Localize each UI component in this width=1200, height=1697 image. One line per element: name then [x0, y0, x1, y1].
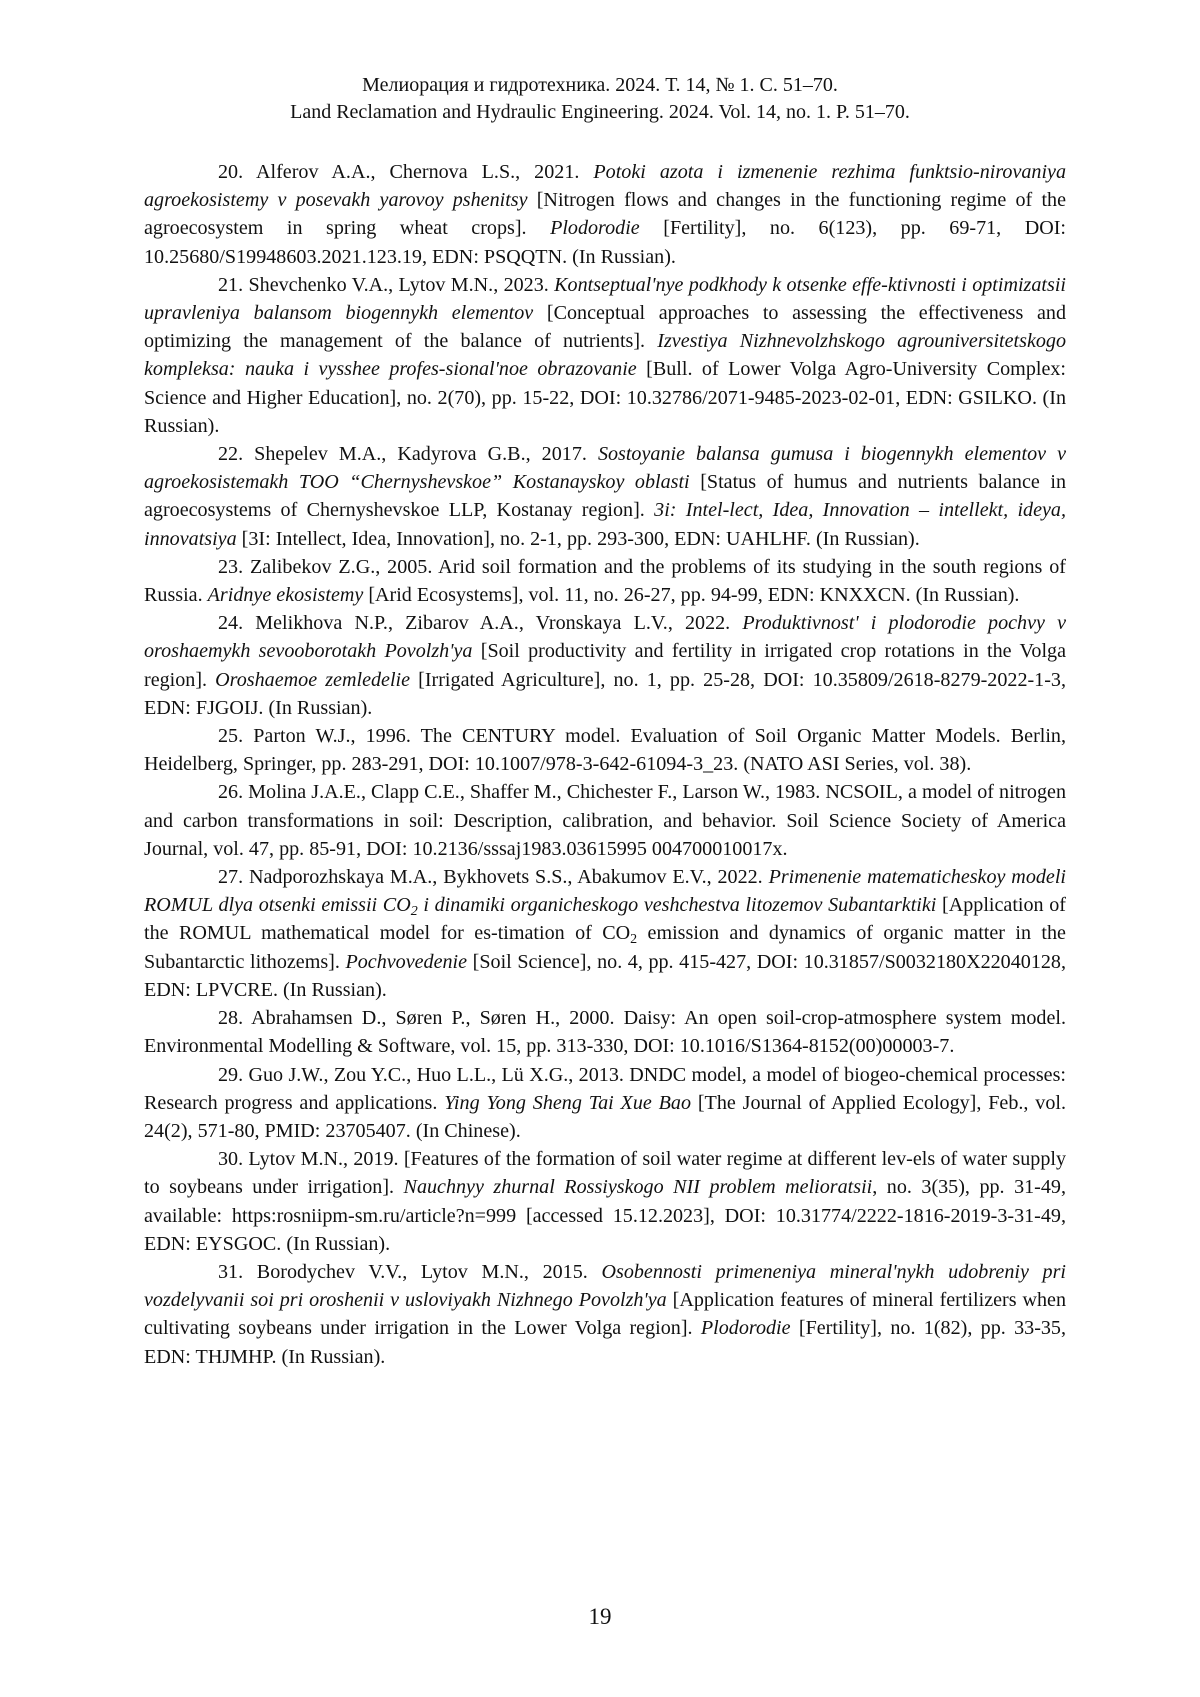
- reference-number: 31.: [218, 1260, 244, 1283]
- running-header: [0, 72, 1200, 126]
- reference-number: 25.: [218, 725, 244, 748]
- reference-number: 20.: [218, 161, 244, 183]
- reference-text: Guo J.W., Zou Y.C., Huo L.L., Lü X.G., 2013. DNDC model, a model of biogeo-chemical processes: Research progress and applications.: [144, 1063, 1066, 1114]
- reference-text: [The Journal of Applied Ecology], Feb., vol. 24(2), 571-80, PMID: 23705407. (In Chinese).: [144, 1091, 1066, 1142]
- reference-italic-title: Plodorodie: [700, 1317, 791, 1340]
- reference-text: [Nitrogen flows and changes in the functioning regime of the agroecosystem in spring wheat crops].: [144, 189, 1067, 240]
- reference-text: Lytov M.N., 2019. [Features of the formation of soil water regime at different lev-els of water supply to soybeans under irrigation].: [144, 1148, 1066, 1199]
- reference-text: [Fertility], no. 1(82), pp. 33-35, EDN: THJMHP. (In Russian).: [144, 1317, 1067, 1368]
- header-line-english: Land Reclamation and Hydraulic Engineering. 2024. Vol. 14, no. 1. P. 51–70.: [290, 101, 910, 123]
- reference-text: Nadporozhskaya M.A., Bykhovets S.S., Abakumov E.V., 2022.: [243, 866, 769, 889]
- reference-text: [Soil Science], no. 4, pp. 415-427, DOI: 10.31857/S0032180X22040128, EDN: LPVCRE. (In Russian).: [144, 950, 1066, 1001]
- reference-text: Molina J.A.E., Clapp C.E., Shaffer M., Chichester F., Larson W., 1983. NCSOIL, a model of nitrogen and carbon transformations in soil: Description, calibration, and behavior. Soil Science Society of America Journal, vol. 47, pp. 85-91, DOI: 10.2136/sssaj1983.03615995 004700010017x.: [144, 781, 1066, 860]
- reference-item: [144, 778, 1066, 863]
- reference-text: [3I: Intellect, Idea, Innovation], no. 2-1, pp. 293-300, EDN: UAHLHF. (In Russian).: [236, 527, 920, 550]
- reference-number: 30.: [218, 1148, 244, 1171]
- reference-text: , no. 3(35), pp. 31-49, available: https:rosniipm-sm.ru/article?n=999 [accessed 15.12.2023], DOI: 10.31774/2222-1816-2019-3-31-49, EDN: EYSGOC. (In Russian).: [144, 1176, 1066, 1255]
- reference-italic-title: Oroshaemoe zemledelie: [215, 668, 411, 691]
- reference-text: 2: [630, 932, 638, 948]
- reference-text: Zalibekov Z.G., 2005. Arid soil formation and the problems of its studying in the south regions of Russia.: [144, 555, 1066, 607]
- reference-italic-title: Pochvovedenie: [345, 950, 468, 973]
- reference-number: 22.: [218, 443, 244, 466]
- reference-number: 24.: [218, 612, 244, 635]
- reference-text: [Conceptual approaches to assessing the effectiveness and optimizing the management of the balance of nutrients].: [144, 302, 1067, 353]
- reference-number: 29.: [218, 1063, 244, 1086]
- reference-text: Borodychev V.V., Lytov M.N., 2015.: [243, 1260, 602, 1283]
- reference-text: Abrahamsen D., Søren P., Søren H., 2000. Daisy: An open soil-crop-atmosphere system model. Environmental Modelling & Software, vol. 15, pp. 313-330, DOI: 10.1016/S1364-8152(00)00003-7.: [144, 1007, 1066, 1058]
- reference-text: Shevchenko V.A., Lytov M.N., 2023.: [243, 273, 555, 296]
- reference-text: [Status of humus and nutrients balance in agroecosystems of Chernyshevskoe LLP, Kostanay region].: [144, 471, 1066, 522]
- reference-number: 27.: [218, 866, 244, 889]
- reference-number: 21.: [218, 273, 244, 296]
- reference-text: Parton W.J., 1996. The CENTURY model. Evaluation of Soil Organic Matter Models. Berlin, Heidelberg, Springer, pp. 283-291, DOI: 10.1007/978-3-642-61094-3_23. (NATO ASI Series, vol. 38).: [144, 725, 1066, 776]
- reference-italic-title: Aridnye ekosistemy: [207, 584, 364, 607]
- reference-italic-title: Nauchnyy zhurnal Rossiyskogo NII problem melioratsii: [403, 1176, 873, 1199]
- reference-italic-title: Osobennosti primeneniya mineral'nykh udobreniy pri vozdelyvanii soi pri oroshenii v usloviyakh Nizhnego Povolzh'ya: [144, 1260, 1067, 1312]
- reference-text: Alferov A.A., Chernova L.S., 2021.: [243, 161, 594, 183]
- reference-number: 23.: [218, 555, 244, 578]
- reference-item: [144, 863, 1066, 1004]
- reference-italic-title: Potoki azota i izmenenie rezhima funktsio-nirovaniya agroekosistemy v posevakh yarovoy pshenitsy: [144, 161, 1067, 212]
- reference-list: [144, 158, 1066, 1371]
- reference-text: emission and dynamics of organic matter in the Subantarctic lithozems].: [144, 922, 1066, 973]
- reference-item: [144, 722, 1066, 778]
- reference-number: 28.: [218, 1007, 244, 1030]
- header-line-russian: Мелиорация и гидротехника. 2024. Т. 14, № 1. С. 51–70.: [362, 74, 838, 96]
- reference-italic-title: Sostoyanie balansa gumusa i biogennykh elementov v agroekosistemakh TOO “Chernyshevskoe” Kostanayskoy oblasti: [144, 443, 1066, 494]
- reference-number: 26.: [218, 781, 244, 804]
- reference-text: [Bull. of Lower Volga Agro-University Complex: Science and Higher Education], no. 2(70), pp. 15-22, DOI: 10.32786/2071-9485-2023-02-01, EDN: GSILKO. (In Russian).: [144, 358, 1066, 437]
- reference-item: [144, 609, 1066, 722]
- reference-item: [144, 1061, 1066, 1146]
- reference-italic-title: Produktivnost' i plodorodie pochvy v oroshaemykh sevooborotakh Povolzh'ya: [144, 612, 1066, 663]
- reference-text: [Arid Ecosystems], vol. 11, no. 26-27, pp. 94-99, EDN: KNXXCN. (In Russian).: [363, 584, 1020, 607]
- reference-item: [144, 271, 1066, 440]
- reference-item: [144, 1145, 1066, 1258]
- reference-italic-title: 3i: Intel-lect, Idea, Innovation – intellekt, ideya, innovatsiya: [144, 499, 1066, 550]
- reference-text: [Fertility], no. 6(123), pp. 69-71, DOI: 10.25680/S19948603.2021.123.19, EDN: PSQQTN. (In Russian).: [144, 217, 1066, 268]
- reference-italic-title: Primenenie matematicheskoy modeli ROMUL dlya otsenki emissii CO: [144, 866, 1066, 917]
- reference-item: [144, 1258, 1066, 1371]
- reference-item: [144, 553, 1066, 609]
- reference-italic-title: 2: [410, 904, 418, 920]
- reference-text: [Irrigated Agriculture], no. 1, pp. 25-28, DOI: 10.35809/2618-8279-2022-1-3, EDN: FJGOIJ. (In Russian).: [144, 668, 1066, 719]
- reference-text: [Application of the ROMUL mathematical model for es-timation of CO: [144, 894, 1066, 945]
- page-number: 19: [588, 1604, 612, 1629]
- reference-item: [144, 1004, 1066, 1060]
- reference-italic-title: i dinamiki organicheskogo veshchestva litozemov Subantarktiki: [417, 894, 937, 917]
- reference-item: [144, 158, 1066, 271]
- reference-italic-title: Kontseptual'nye podkhody k otsenke effe-ktivnosti i optimizatsii upravleniya balansom biogennykh elementov: [144, 273, 1066, 325]
- reference-italic-title: Ying Yong Sheng Tai Xue Bao: [444, 1091, 692, 1114]
- reference-text: Shepelev M.A., Kadyrova G.B., 2017.: [243, 443, 598, 466]
- reference-italic-title: Izvestiya Nizhnevolzhskogo agrouniversitetskogo kompleksa: nauka i vysshee profes-sional'noe obrazovanie: [144, 330, 1067, 381]
- reference-item: [144, 440, 1066, 553]
- reference-text: [Application features of mineral fertilizers when cultivating soybeans under irrigation in the Lower Volga region].: [144, 1289, 1066, 1340]
- reference-text: [Soil productivity and fertility in irrigated crop rotations in the Volga region].: [144, 640, 1066, 691]
- reference-text: Melikhova N.P., Zibarov A.A., Vronskaya L.V., 2022.: [243, 612, 743, 635]
- reference-italic-title: Plodorodie: [550, 217, 640, 240]
